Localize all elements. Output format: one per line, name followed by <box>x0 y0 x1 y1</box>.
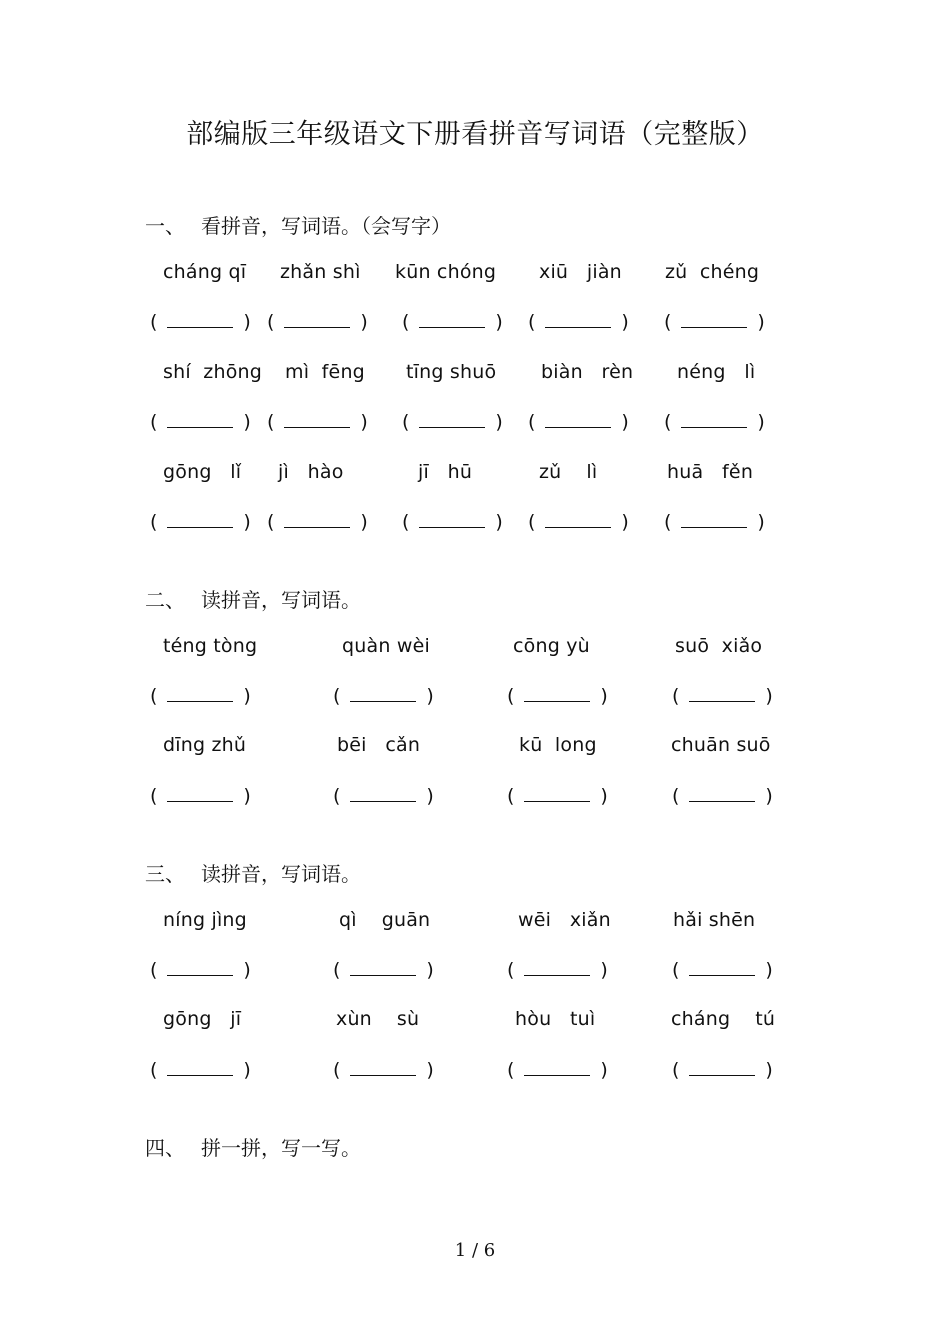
blank-line <box>524 1074 590 1076</box>
answer-blank[interactable] <box>267 311 368 333</box>
paren-open: ( <box>507 1059 515 1081</box>
answer-blank[interactable] <box>150 311 251 333</box>
blank-line <box>689 974 755 976</box>
paren-open: ( <box>333 959 341 981</box>
answer-blank[interactable] <box>507 685 608 707</box>
paren-close: ) <box>621 311 629 333</box>
pinyin-item: hòu tuì <box>515 1008 596 1030</box>
paren-close: ) <box>243 511 251 533</box>
paren-open: ( <box>507 685 515 707</box>
paren-open: ( <box>672 685 680 707</box>
paren-open: ( <box>333 785 341 807</box>
blank-line <box>545 426 611 428</box>
paren-close: ) <box>765 959 773 981</box>
paren-open: ( <box>672 959 680 981</box>
pinyin-item: kū long <box>519 734 597 756</box>
paren-open: ( <box>664 311 672 333</box>
paren-close: ) <box>765 685 773 707</box>
section-number: 四、 <box>145 1136 185 1160</box>
blank-line <box>681 426 747 428</box>
section-number: 一、 <box>145 214 185 238</box>
pinyin-item: hǎi shēn <box>673 909 756 931</box>
pinyin-item: xùn sù <box>336 1008 420 1030</box>
pinyin-item: cháng tú <box>671 1008 776 1030</box>
section-title: 读拼音，写词语。 <box>201 588 361 612</box>
answer-blank[interactable] <box>150 511 251 533</box>
blank-line <box>545 526 611 528</box>
answer-blank[interactable] <box>664 511 765 533</box>
paren-open: ( <box>150 511 158 533</box>
pinyin-item: gōng jī <box>163 1008 242 1030</box>
pinyin-item: jī hū <box>418 461 473 483</box>
blank-line <box>284 326 350 328</box>
pinyin-item: zǔ chéng <box>665 261 760 283</box>
answer-blank[interactable] <box>150 411 251 433</box>
paren-close: ) <box>600 1059 608 1081</box>
blank-line <box>524 700 590 702</box>
answer-blank[interactable] <box>333 685 434 707</box>
blank-line <box>524 974 590 976</box>
paren-close: ) <box>495 411 503 433</box>
paren-close: ) <box>360 311 368 333</box>
pinyin-item: dīng zhǔ <box>163 734 247 756</box>
answer-blank[interactable] <box>267 511 368 533</box>
paren-open: ( <box>150 311 158 333</box>
paren-close: ) <box>600 785 608 807</box>
answer-blank[interactable] <box>402 411 503 433</box>
paren-open: ( <box>672 1059 680 1081</box>
blank-line <box>167 700 233 702</box>
pinyin-item: néng lì <box>677 361 756 383</box>
paren-close: ) <box>621 511 629 533</box>
answer-blank[interactable] <box>333 959 434 981</box>
paren-close: ) <box>426 959 434 981</box>
pinyin-item: biàn rèn <box>541 361 634 383</box>
answer-blank[interactable] <box>402 511 503 533</box>
blank-line <box>419 326 485 328</box>
paren-open: ( <box>267 411 275 433</box>
pinyin-item: xiū jiàn <box>539 261 622 283</box>
section-3-heading <box>145 858 361 887</box>
pinyin-item: jì hào <box>278 461 344 483</box>
section-title: 拼一拼，写一写。 <box>201 1136 361 1160</box>
page-title: 部编版三年级语文下册看拼音写词语（完整版） <box>186 119 764 150</box>
answer-blank[interactable] <box>672 685 773 707</box>
paren-open: ( <box>672 785 680 807</box>
blank-line <box>350 974 416 976</box>
answer-blank[interactable] <box>672 1059 773 1081</box>
blank-line <box>689 800 755 802</box>
pinyin-item: quàn wèi <box>342 635 430 657</box>
paren-close: ) <box>600 959 608 981</box>
paren-open: ( <box>528 311 536 333</box>
paren-close: ) <box>621 411 629 433</box>
paren-open: ( <box>150 785 158 807</box>
paren-open: ( <box>528 411 536 433</box>
blank-line <box>167 800 233 802</box>
paren-close: ) <box>426 685 434 707</box>
answer-blank[interactable] <box>528 411 629 433</box>
blank-line <box>681 326 747 328</box>
paren-open: ( <box>333 1059 341 1081</box>
blank-line <box>350 800 416 802</box>
blank-line <box>689 1074 755 1076</box>
paren-open: ( <box>664 511 672 533</box>
section-title: 看拼音，写词语。（会写字） <box>201 214 451 238</box>
blank-line <box>167 974 233 976</box>
answer-blank[interactable] <box>333 785 434 807</box>
pinyin-item: téng tòng <box>163 635 258 657</box>
blank-line <box>284 426 350 428</box>
paren-close: ) <box>495 511 503 533</box>
blank-line <box>167 1074 233 1076</box>
paren-open: ( <box>507 785 515 807</box>
paren-close: ) <box>426 1059 434 1081</box>
paren-close: ) <box>243 685 251 707</box>
paren-open: ( <box>267 311 275 333</box>
blank-line <box>167 326 233 328</box>
paren-open: ( <box>150 1059 158 1081</box>
paren-close: ) <box>243 311 251 333</box>
paren-close: ) <box>243 959 251 981</box>
section-1-heading <box>145 210 451 239</box>
section-number: 三、 <box>145 862 185 886</box>
pinyin-item: suō xiǎo <box>675 635 763 657</box>
answer-blank[interactable] <box>150 785 251 807</box>
paren-open: ( <box>267 511 275 533</box>
pinyin-item: níng jìng <box>163 909 247 931</box>
paren-open: ( <box>150 411 158 433</box>
answer-blank[interactable] <box>664 411 765 433</box>
paren-open: ( <box>664 411 672 433</box>
pinyin-item: gōng lǐ <box>163 461 242 483</box>
paren-open: ( <box>507 959 515 981</box>
blank-line <box>350 700 416 702</box>
paren-close: ) <box>360 511 368 533</box>
blank-line <box>350 1074 416 1076</box>
paren-open: ( <box>528 511 536 533</box>
blank-line <box>167 526 233 528</box>
answer-blank[interactable] <box>402 311 503 333</box>
answer-blank[interactable] <box>507 959 608 981</box>
answer-blank[interactable] <box>672 959 773 981</box>
answer-blank[interactable] <box>528 511 629 533</box>
paren-close: ) <box>243 785 251 807</box>
section-4-heading <box>145 1132 361 1161</box>
blank-line <box>167 426 233 428</box>
paren-open: ( <box>333 685 341 707</box>
pinyin-item: tīng shuō <box>406 361 497 383</box>
pinyin-item: huā fěn <box>667 461 754 483</box>
answer-blank[interactable] <box>267 411 368 433</box>
answer-blank[interactable] <box>507 1059 608 1081</box>
pinyin-item: zhǎn shì <box>280 261 361 283</box>
pinyin-item: chuān suō <box>671 734 771 756</box>
blank-line <box>419 426 485 428</box>
blank-line <box>681 526 747 528</box>
page-number: 1 / 6 <box>454 1240 496 1261</box>
paren-close: ) <box>757 411 765 433</box>
answer-blank[interactable] <box>150 959 251 981</box>
answer-blank[interactable] <box>528 311 629 333</box>
paren-close: ) <box>243 1059 251 1081</box>
paren-close: ) <box>757 311 765 333</box>
section-number: 二、 <box>145 588 185 612</box>
paren-open: ( <box>402 511 410 533</box>
blank-line <box>419 526 485 528</box>
blank-line <box>524 800 590 802</box>
pinyin-item: shí zhōng <box>163 361 263 383</box>
paren-close: ) <box>243 411 251 433</box>
paren-close: ) <box>765 785 773 807</box>
paren-close: ) <box>360 411 368 433</box>
paren-close: ) <box>757 511 765 533</box>
pinyin-item: zǔ lì <box>539 461 598 483</box>
answer-blank[interactable] <box>333 1059 434 1081</box>
pinyin-item: cháng qī <box>163 261 247 283</box>
paren-close: ) <box>495 311 503 333</box>
answer-blank[interactable] <box>150 1059 251 1081</box>
pinyin-item: qì guān <box>339 909 431 931</box>
pinyin-item: mì fēng <box>285 361 365 383</box>
pinyin-item: cōng yù <box>513 635 590 657</box>
paren-open: ( <box>402 311 410 333</box>
answer-blank[interactable] <box>672 785 773 807</box>
blank-line <box>545 326 611 328</box>
answer-blank[interactable] <box>150 685 251 707</box>
paren-open: ( <box>150 959 158 981</box>
pinyin-item: bēi cǎn <box>337 734 421 756</box>
paren-open: ( <box>150 685 158 707</box>
section-2-heading <box>145 584 361 613</box>
answer-blank[interactable] <box>507 785 608 807</box>
pinyin-item: kūn chóng <box>395 261 497 283</box>
pinyin-item: wēi xiǎn <box>518 909 611 931</box>
blank-line <box>284 526 350 528</box>
blank-line <box>689 700 755 702</box>
paren-close: ) <box>426 785 434 807</box>
paren-open: ( <box>402 411 410 433</box>
paren-close: ) <box>600 685 608 707</box>
answer-blank[interactable] <box>664 311 765 333</box>
section-title: 读拼音，写词语。 <box>201 862 361 886</box>
paren-close: ) <box>765 1059 773 1081</box>
